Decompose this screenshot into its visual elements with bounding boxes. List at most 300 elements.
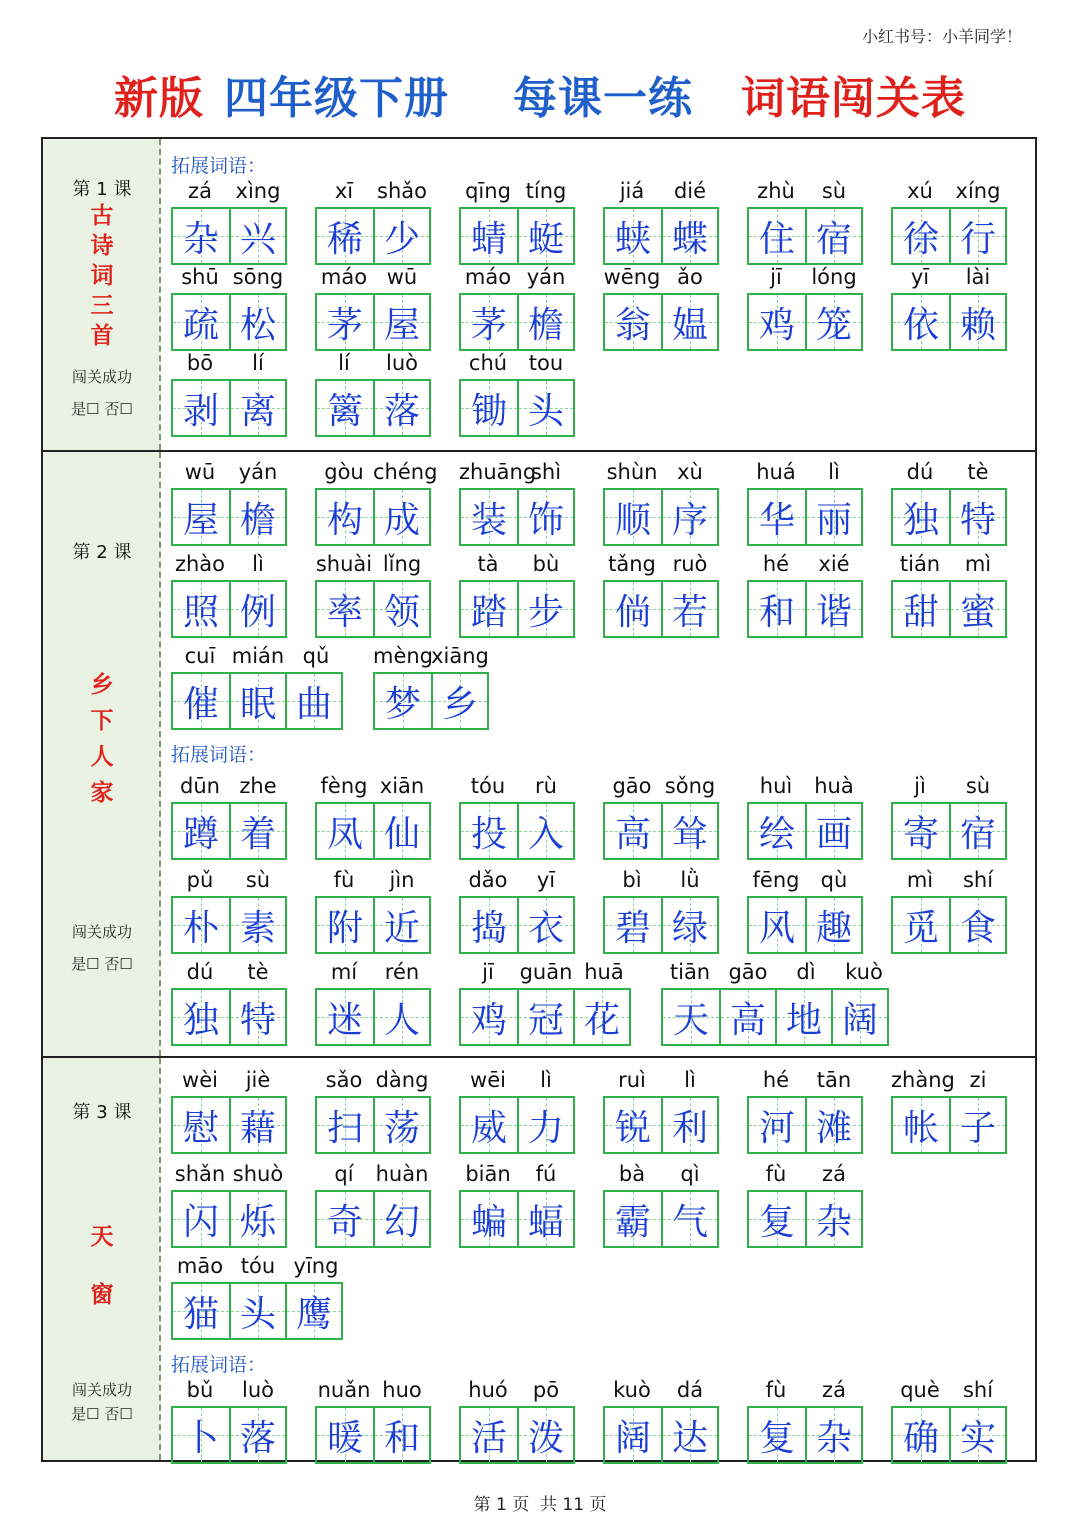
hanzi-character: 鹰 (295, 1293, 332, 1335)
pinyin-syllable: zá (822, 1378, 846, 1402)
pinyin (891, 868, 1007, 892)
pinyin (171, 868, 287, 892)
hanzi-character: 檐 (239, 499, 276, 541)
hanzi-character: 霸 (614, 1201, 651, 1243)
character-cell (949, 582, 1005, 636)
pinyin (603, 1162, 719, 1186)
character-cell (173, 209, 229, 263)
pinyin (747, 179, 863, 203)
character-cell (317, 1098, 373, 1152)
character-cell (373, 1408, 429, 1462)
character-cell (661, 1408, 717, 1462)
pinyin (315, 552, 431, 576)
pinyin-syllable: lài (965, 265, 991, 289)
character-cell (605, 582, 661, 636)
hanzi-character: 威 (470, 1107, 507, 1149)
character-cell (229, 990, 285, 1044)
character-cell (173, 804, 229, 858)
hanzi-character: 投 (470, 813, 507, 855)
lesson-2-pass-label: 闯关成功 (71, 923, 132, 941)
pinyin-syllable: bà (618, 1162, 646, 1186)
hanzi-character: 和 (383, 1417, 420, 1459)
hanzi-character: 阔 (614, 1417, 651, 1459)
worksheet (41, 137, 1037, 1462)
tianzige-grid (891, 207, 1007, 265)
pinyin-syllable: tíng (525, 179, 567, 203)
pinyin-syllable: ǎo (677, 265, 703, 289)
pinyin (891, 265, 1007, 289)
pinyin-syllable: wū (184, 460, 216, 484)
character-cell (461, 490, 517, 544)
pinyin-syllable: yī (536, 868, 556, 892)
character-cell (317, 804, 373, 858)
tianzige-grid (891, 1096, 1007, 1154)
character-cell (285, 674, 341, 728)
tianzige-grid (747, 1096, 863, 1154)
character-cell (517, 990, 573, 1044)
character-cell (661, 1192, 717, 1246)
hanzi-character: 幻 (383, 1201, 420, 1243)
tianzige-grid (171, 802, 287, 860)
character-cell (949, 295, 1005, 349)
pinyin-syllable: qīng (465, 179, 511, 203)
pinyin-syllable: chéng (373, 460, 438, 484)
character-cell (805, 582, 861, 636)
hanzi-character: 离 (239, 390, 276, 432)
character-cell (373, 898, 429, 952)
lesson-1-yes-no[interactable]: 是☐ 否☐ (71, 400, 133, 418)
character-cell (517, 490, 573, 544)
pinyin (315, 1378, 431, 1402)
tianzige-grid (315, 1096, 431, 1154)
pinyin (747, 868, 863, 892)
hanzi-character: 篱 (326, 390, 363, 432)
pinyin-syllable: fèng (320, 774, 368, 798)
hanzi-character: 宿 (815, 218, 852, 260)
pinyin-syllable: yán (526, 265, 566, 289)
hanzi-character: 实 (959, 1417, 996, 1459)
character-cell (605, 804, 661, 858)
pinyin-syllable: fù (765, 1162, 787, 1186)
pinyin-syllable: shǎo (377, 179, 427, 203)
tianzige-grid (603, 1096, 719, 1154)
lesson-2-number: 第 2 课 (72, 542, 132, 563)
character-cell (229, 209, 285, 263)
character-cell (229, 1284, 285, 1338)
tianzige-grid (747, 802, 863, 860)
character-cell (317, 990, 373, 1044)
pinyin-syllable: huà (814, 774, 854, 798)
character-cell (893, 582, 949, 636)
hanzi-character: 人 (383, 999, 420, 1041)
pinyin-syllable: dié (673, 179, 707, 203)
tianzige-grid (171, 207, 287, 265)
tianzige-grid (315, 896, 431, 954)
pinyin (171, 351, 287, 375)
pinyin-syllable: wēng (603, 265, 661, 289)
tianzige-grid (891, 488, 1007, 546)
pinyin-syllable: lǜ (680, 868, 700, 892)
pinyin-syllable: wū (386, 265, 418, 289)
pinyin-syllable: xiān (379, 774, 425, 798)
tianzige-grid (459, 802, 575, 860)
character-cell (229, 804, 285, 858)
pinyin-syllable: luò (242, 1378, 274, 1402)
character-cell (749, 1408, 805, 1462)
pinyin-syllable: ruì (618, 1068, 646, 1092)
hanzi-character: 率 (326, 591, 363, 633)
character-cell (229, 1098, 285, 1152)
hanzi-character: 素 (239, 907, 276, 949)
pinyin-syllable: dú (186, 960, 214, 984)
hanzi-character: 媪 (671, 304, 708, 346)
hanzi-character: 序 (671, 499, 708, 541)
character-cell (461, 990, 517, 1044)
pinyin-syllable: sù (821, 179, 847, 203)
pinyin-syllable: lóng (811, 265, 857, 289)
character-cell (317, 490, 373, 544)
pinyin-syllable: bù (532, 552, 560, 576)
tianzige-grid (171, 896, 287, 954)
pinyin-syllable: shùn (606, 460, 658, 484)
lesson-2-yes-no[interactable]: 是☐ 否☐ (71, 955, 133, 973)
pinyin-syllable: fú (535, 1162, 557, 1186)
pinyin-syllable: zhào (174, 552, 226, 576)
lesson-3-yes-no[interactable]: 是☐ 否☐ (71, 1405, 133, 1423)
pinyin (171, 774, 287, 798)
pinyin (171, 460, 287, 484)
pinyin-syllable: nuǎn (317, 1378, 371, 1402)
hanzi-character: 蛱 (614, 218, 651, 260)
hanzi-character: 兴 (239, 218, 276, 260)
tianzige-grid (315, 379, 431, 437)
hanzi-character: 宿 (959, 813, 996, 855)
pinyin (747, 460, 863, 484)
character-cell (285, 1284, 341, 1338)
pinyin-syllable: huā (584, 960, 624, 984)
character-cell (517, 804, 573, 858)
pinyin-syllable: tè (967, 460, 989, 484)
tianzige-grid (891, 802, 1007, 860)
hanzi-character: 装 (470, 499, 507, 541)
tianzige-grid (603, 580, 719, 638)
pinyin (747, 774, 863, 798)
tianzige-grid (459, 1096, 575, 1154)
hanzi-character: 和 (758, 591, 795, 633)
pinyin-syllable: dì (796, 960, 816, 984)
tianzige-grid (459, 1190, 575, 1248)
character-cell (317, 1192, 373, 1246)
character-cell (805, 1192, 861, 1246)
pinyin (603, 868, 719, 892)
character-cell (749, 898, 805, 952)
pinyin-syllable: dú (906, 460, 934, 484)
tianzige-grid (373, 672, 489, 730)
character-cell (805, 490, 861, 544)
pinyin (171, 179, 287, 203)
pinyin (603, 460, 719, 484)
hanzi-character: 地 (785, 999, 822, 1041)
pinyin-syllable: sōng (232, 265, 284, 289)
tianzige-grid (747, 896, 863, 954)
pinyin (603, 1068, 719, 1092)
pinyin-syllable: huàn (375, 1162, 429, 1186)
character-cell (661, 582, 717, 636)
pinyin-syllable: shì (530, 460, 562, 484)
footer-page: 1 (495, 1495, 507, 1515)
character-cell (461, 1408, 517, 1462)
hanzi-character: 蜻 (470, 218, 507, 260)
lesson-1-number: 第 1 课 (72, 179, 132, 200)
hanzi-character: 扫 (326, 1107, 363, 1149)
lesson-2-section (43, 452, 1035, 1058)
hanzi-character: 踏 (470, 591, 507, 633)
character-cell (661, 804, 717, 858)
tianzige-grid (603, 293, 719, 351)
pinyin-syllable: xié (818, 552, 850, 576)
pinyin-syllable: bǔ (186, 1378, 214, 1402)
character-cell (317, 1408, 373, 1462)
pinyin-syllable: sù (965, 774, 991, 798)
pinyin-syllable: lǐng (382, 552, 422, 576)
pinyin-syllable: qǔ (302, 644, 330, 668)
tianzige-grid (603, 802, 719, 860)
pinyin-syllable: huo (382, 1378, 422, 1402)
character-cell (893, 209, 949, 263)
hanzi-character: 猫 (182, 1293, 219, 1335)
character-cell (173, 582, 229, 636)
tianzige-grid (315, 802, 431, 860)
character-cell (173, 1098, 229, 1152)
tianzige-grid (459, 379, 575, 437)
pinyin-syllable: dūn (180, 774, 220, 798)
pinyin (373, 644, 489, 668)
pinyin (747, 1378, 863, 1402)
character-cell (229, 490, 285, 544)
pinyin (315, 460, 438, 484)
character-cell (317, 295, 373, 349)
hanzi-character: 迷 (326, 999, 363, 1041)
pinyin-syllable: biān (465, 1162, 511, 1186)
pinyin (747, 1162, 863, 1186)
tianzige-grid (171, 488, 287, 546)
hanzi-character: 谐 (815, 591, 852, 633)
character-cell (605, 1408, 661, 1462)
pinyin (171, 1254, 345, 1278)
pinyin-syllable: tiān (669, 960, 711, 984)
character-cell (317, 582, 373, 636)
tianzige-grid (891, 293, 1007, 351)
character-cell (605, 209, 661, 263)
hanzi-character: 着 (239, 813, 276, 855)
hanzi-character: 翁 (614, 304, 651, 346)
hanzi-character: 风 (758, 907, 795, 949)
pinyin (459, 265, 575, 289)
pinyin-syllable: kuò (845, 960, 883, 984)
hanzi-character: 画 (815, 813, 852, 855)
hanzi-character: 茅 (326, 304, 363, 346)
pinyin-syllable: guān (519, 960, 573, 984)
character-cell (173, 1408, 229, 1462)
tianzige-grid (171, 1096, 287, 1154)
pinyin-syllable: lì (828, 460, 840, 484)
character-cell (749, 1192, 805, 1246)
tianzige-grid (459, 488, 575, 546)
hanzi-character: 寄 (902, 813, 939, 855)
character-cell (373, 582, 429, 636)
pinyin (891, 460, 1007, 484)
character-cell (893, 490, 949, 544)
account-credit: 小红书号：小羊同学！ (861, 27, 1022, 46)
pinyin (171, 644, 345, 668)
pinyin-syllable: fēng (752, 868, 800, 892)
tianzige-grid (459, 988, 631, 1046)
character-cell (461, 804, 517, 858)
character-cell (431, 674, 487, 728)
lesson-3-section (43, 1058, 1035, 1460)
character-cell (173, 1192, 229, 1246)
tianzige-grid (747, 488, 863, 546)
pinyin-syllable: jìn (389, 868, 415, 892)
pinyin-syllable: shū (181, 265, 219, 289)
character-cell (517, 1192, 573, 1246)
hanzi-character: 独 (182, 999, 219, 1041)
hanzi-character: 构 (326, 499, 363, 541)
pinyin (603, 774, 719, 798)
tianzige-grid (171, 580, 287, 638)
pinyin-syllable: jì (914, 774, 926, 798)
hanzi-character: 卜 (182, 1417, 219, 1459)
pinyin-syllable: tián (899, 552, 941, 576)
character-cell (893, 898, 949, 952)
page-title (0, 62, 1080, 126)
pinyin (747, 552, 863, 576)
lesson-1-title: 古诗词三首 (90, 202, 114, 349)
pinyin-syllable: qù (820, 868, 848, 892)
hanzi-character: 藉 (239, 1107, 276, 1149)
hanzi-character: 眠 (239, 683, 276, 725)
tianzige-grid (171, 293, 287, 351)
pinyin-syllable: rén (384, 960, 420, 984)
tianzige-grid (171, 1190, 287, 1248)
character-cell (373, 804, 429, 858)
title-grade: 四年级下册 (224, 73, 449, 124)
pinyin-syllable: máo (320, 265, 368, 289)
hanzi-character: 确 (902, 1417, 939, 1459)
pinyin-syllable: zi (969, 1068, 987, 1092)
character-cell (775, 990, 831, 1044)
character-cell (805, 295, 861, 349)
pinyin (315, 265, 431, 289)
character-cell (605, 898, 661, 952)
pinyin (661, 960, 893, 984)
hanzi-character: 乡 (441, 683, 478, 725)
pinyin-syllable: què (900, 1378, 940, 1402)
pinyin (459, 351, 575, 375)
hanzi-character: 住 (758, 218, 795, 260)
hanzi-character: 气 (671, 1201, 708, 1243)
pinyin-syllable: hé (762, 1068, 790, 1092)
character-cell (949, 804, 1005, 858)
pinyin-syllable: cuī (184, 644, 216, 668)
character-cell (317, 209, 373, 263)
pinyin-syllable: zá (822, 1162, 846, 1186)
pinyin (315, 774, 431, 798)
character-cell (949, 898, 1005, 952)
character-cell (805, 1098, 861, 1152)
character-cell (605, 1192, 661, 1246)
character-cell (229, 582, 285, 636)
character-cell (461, 1192, 517, 1246)
tianzige-grid (171, 1406, 287, 1464)
character-cell (605, 490, 661, 544)
tianzige-grid (459, 580, 575, 638)
character-cell (375, 674, 431, 728)
footer-suffix: 页 (589, 1495, 607, 1515)
pinyin (315, 868, 431, 892)
tianzige-grid (459, 207, 575, 265)
hanzi-character: 食 (959, 907, 996, 949)
pinyin-syllable: gāo (612, 774, 652, 798)
character-cell (893, 295, 949, 349)
character-cell (229, 674, 285, 728)
pinyin (315, 351, 431, 375)
pinyin-syllable: tou (528, 351, 564, 375)
pinyin (459, 868, 575, 892)
hanzi-character: 蜜 (959, 591, 996, 633)
hanzi-character: 曲 (295, 683, 332, 725)
hanzi-character: 高 (729, 999, 766, 1041)
character-cell (749, 490, 805, 544)
hanzi-character: 荡 (383, 1107, 420, 1149)
hanzi-character: 疏 (182, 304, 219, 346)
pinyin-syllable: qì (680, 1162, 700, 1186)
pinyin-syllable: gāo (728, 960, 768, 984)
pinyin-syllable: fù (765, 1378, 787, 1402)
character-cell (173, 381, 229, 435)
pinyin-syllable: rù (535, 774, 557, 798)
character-cell (517, 209, 573, 263)
title-practice: 每课一练 (513, 73, 693, 124)
pinyin-syllable: tè (247, 960, 269, 984)
hanzi-character: 梦 (384, 683, 421, 725)
hanzi-character: 力 (527, 1107, 564, 1149)
character-cell (373, 209, 429, 263)
pinyin (171, 1162, 287, 1186)
hanzi-character: 近 (383, 907, 420, 949)
tianzige-grid (315, 580, 431, 638)
hanzi-character: 慰 (182, 1107, 219, 1149)
pinyin-syllable: hé (762, 552, 790, 576)
hanzi-character: 入 (527, 813, 564, 855)
character-cell (373, 1098, 429, 1152)
pinyin-syllable: tǎng (608, 552, 656, 576)
hanzi-character: 杂 (815, 1417, 852, 1459)
character-cell (661, 898, 717, 952)
character-cell (805, 804, 861, 858)
character-cell (573, 990, 629, 1044)
pinyin-syllable: mì (906, 868, 934, 892)
pinyin-syllable: jiá (619, 179, 645, 203)
pinyin-syllable: bō (186, 351, 214, 375)
tianzige-grid (603, 207, 719, 265)
pinyin-syllable: kuò (613, 1378, 651, 1402)
tianzige-grid (603, 488, 719, 546)
character-cell (373, 490, 429, 544)
hanzi-character: 衣 (527, 907, 564, 949)
hanzi-character: 依 (902, 304, 939, 346)
hanzi-character: 杂 (182, 218, 219, 260)
